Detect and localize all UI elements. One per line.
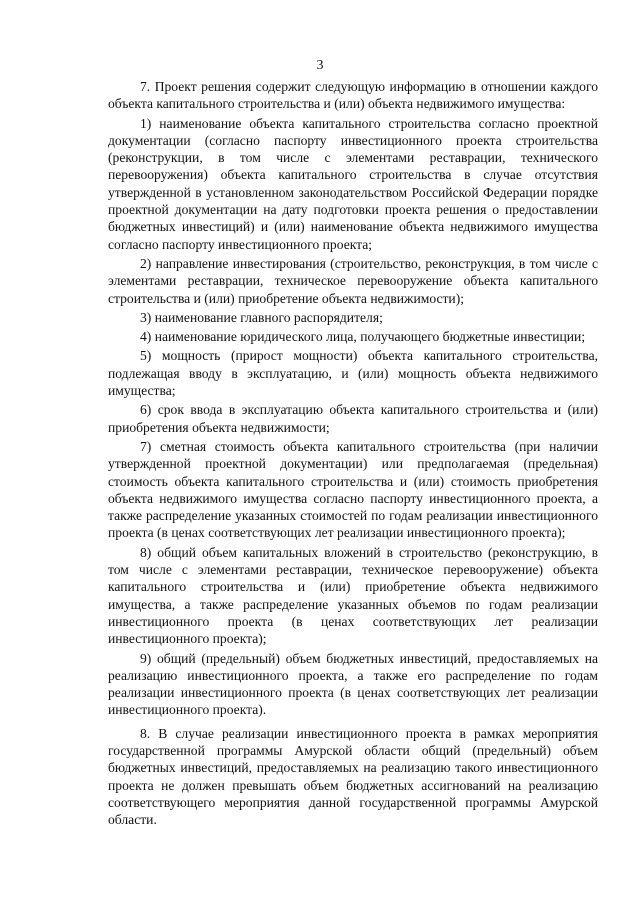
paragraph-7-item-3: 3) наименование главного распорядителя;	[140, 309, 383, 325]
paragraph-7-item-5: 5) мощность (прирост мощности) объекта капитального строительства, подлежащая вводу в эксплуатацию, и (или) мощность объекта недвижимого имущества;	[108, 348, 598, 399]
paragraph-7-item-2: 2) направление инвестирования (строительство, реконструкция, в том числе с элементами реставрации, техническое перевооружение объекта капитального строительства и (или) приобретение объекта недвижимости);	[108, 255, 598, 306]
paragraph-8: 8. В случае реализации инвестиционного проекта в рамках мероприятия государственной программы Амурской области общий (предельный) объем бюджетных инвестиций, предоставляемых на реализацию такого инвестиционного проекта не должен превышать объем бюджетных ассигнований на реализацию соответствующего мероприятия данной государственной программы Амурской области.	[108, 725, 598, 828]
page-number: 3	[316, 58, 324, 73]
paragraph-7: 7. Проект решения содержит следующую информацию в отношении каждого объекта капитального строительства и (или) объекта недвижимого имущества:	[108, 79, 598, 112]
paragraph-7-item-9: 9) общий (предельный) объем бюджетных инвестиций, предоставляемых на реализацию инвестиционного проекта, а также его распределение по годам реализации инвестиционного проекта (в ценах соответствующих лет реализации инвестиционного проекта).	[108, 650, 598, 718]
paragraph-7-item-4: 4) наименование юридического лица, получающего бюджетные инвестиции;	[140, 329, 586, 345]
paragraph-7-item-7: 7) сметная стоимость объекта капитального строительства (при наличии утвержденной проектной документации) или предполагаемая (предельная) стоимость объекта капитального строительства и (или) стоимость приобретения объекта недвижимого имущества согласно паспорту инвестиционного проекта, а также распределение указанных стоимостей по годам реализации инвестиционного проекта (в ценах соответствующих лет реализации инвестиционного проекта);	[108, 438, 598, 541]
paragraph-7-item-6: 6) срок ввода в эксплуатацию объекта капитального строительства и (или) приобретения объекта недвижимости;	[108, 402, 598, 435]
document-body	[108, 78, 598, 828]
paragraph-7-item-1: 1) наименование объекта капитального строительства согласно проектной документации (согласно паспорту инвестиционного проекта строительства (реконструкции, в том числе с элементами реставрации, технического перевооружения) объекта капитального строительства в случае отсутствия утвержденной в установленном законодательством Российской Федерации порядке проектной документации на дату подготовки проекта решения о предоставлении бюджетных инвестиций) и (или) наименование объекта недвижимого имущества согласно паспорту инвестиционного проекта;	[108, 115, 598, 252]
paragraph-7-item-8: 8) общий объем капитальных вложений в строительство (реконструкцию, в том числе с элементами реставрации, техническое перевооружение) объекта капитального строительства и (или) приобретение объекта недвижимого имущества, а также распределение указанных объемов по годам реализации инвестиционного проекта (в ценах соответствующих лет реализации инвестиционного проекта);	[108, 544, 598, 647]
